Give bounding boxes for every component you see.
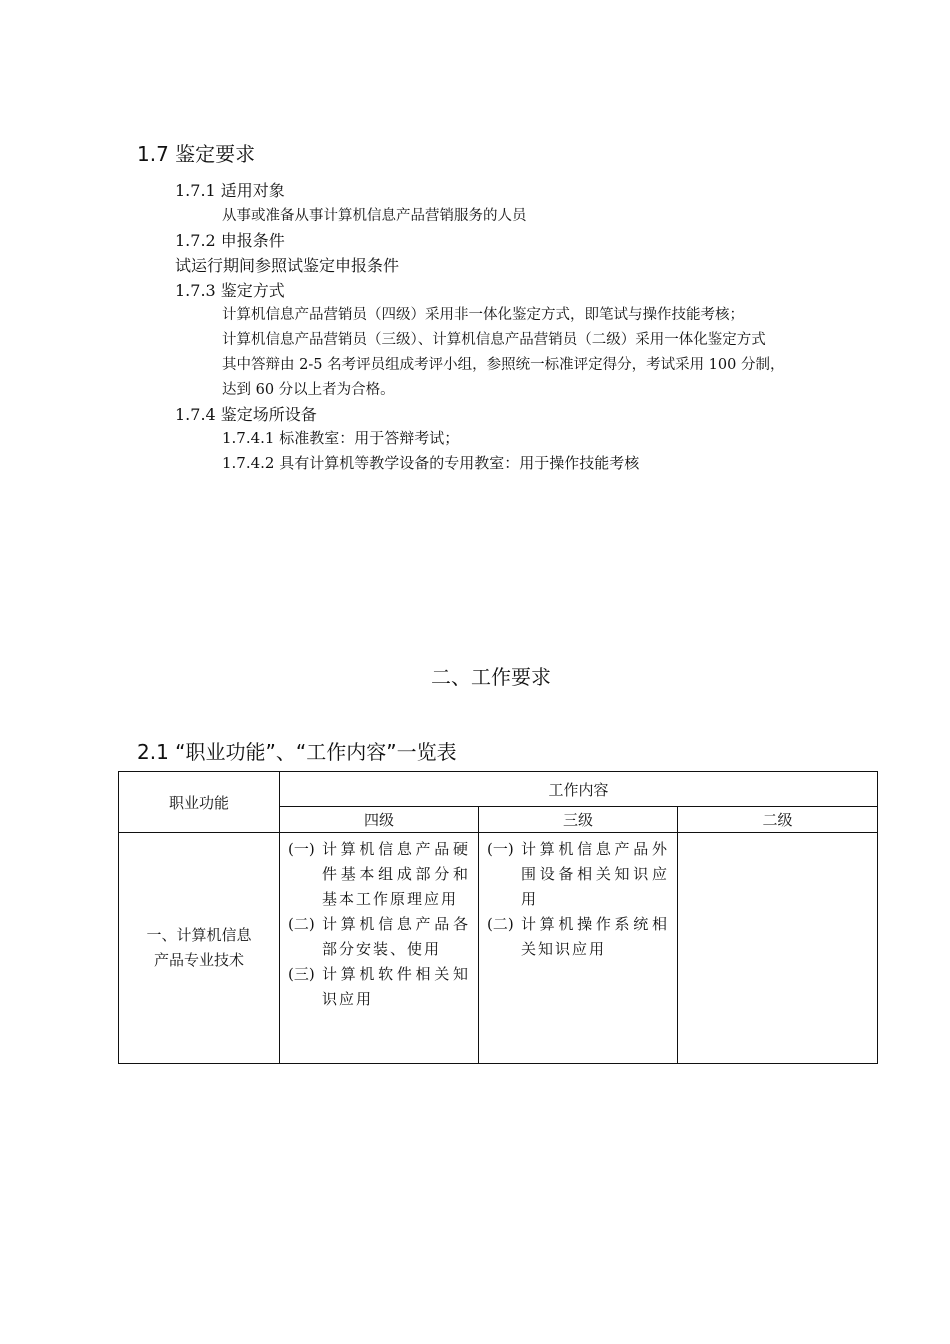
table-row: [119, 833, 878, 1064]
item-text: 计算机操作系统相关知识应用: [521, 915, 669, 958]
row-function-cell: [119, 833, 280, 1064]
item-text: 计算机信息产品硬件基本组成部分和基本工作原理应用: [322, 840, 470, 908]
part-2-heading: 二、工作要求: [431, 665, 551, 689]
item-text: 计算机信息产品各部分安装、使用: [322, 915, 470, 958]
paragraph-venue-2: 1.7.4.2 具有计算机等教学设备的专用教室：用于操作技能考核: [222, 454, 640, 472]
section-heading-2-1: 2.1 “职业功能”、“工作内容”一览表: [137, 740, 457, 764]
list-item: [288, 962, 470, 1012]
paragraph-applicable-persons: 从事或准备从事计算机信息产品营销服务的人员: [222, 208, 527, 224]
subsection-title-1-7-2: 1.7.2 申报条件: [175, 231, 285, 250]
header-level-3: 三级: [479, 807, 678, 833]
header-level-2: 二级: [678, 807, 878, 833]
list-item: [487, 837, 669, 912]
item-number: (一): [487, 840, 514, 858]
item-number: (二): [487, 915, 514, 933]
list-item: [288, 837, 470, 912]
header-level-4: 四级: [280, 807, 479, 833]
item-text: 计算机信息产品外围设备相关知识应用: [521, 840, 669, 908]
level-4-content-cell: [280, 833, 479, 1064]
paragraph-application-conditions: 试运行期间参照试鉴定申报条件: [175, 256, 400, 275]
paragraph-method-line-3: 其中答辩由 2-5 名考评员组成考评小组，参照统一标准评定得分，考试采用 100 分制，: [222, 357, 785, 373]
header-work-content: 工作内容: [280, 772, 878, 807]
item-text: 计算机软件相关知识应用: [322, 965, 470, 1008]
row-function-line-1: 一、计算机信息: [146, 926, 252, 944]
paragraph-method-line-2: 计算机信息产品营销员（三级）、计算机信息产品营销员（二级）采用一体化鉴定方式: [222, 332, 766, 348]
subsection-title-1-7-1: 1.7.1 适用对象: [175, 181, 285, 200]
level-3-content-cell: [479, 833, 678, 1064]
row-function-line-2: 产品专业技术: [153, 951, 244, 969]
section-heading-1-7: 1.7 鉴定要求: [137, 142, 256, 166]
list-item: [487, 912, 669, 962]
item-number: (二): [288, 915, 315, 933]
header-occupational-function: 职业功能: [119, 772, 280, 833]
work-content-table: [118, 771, 878, 1064]
level-2-content-cell: [678, 833, 878, 1064]
item-number: (三): [288, 965, 315, 983]
subsection-title-1-7-4: 1.7.4 鉴定场所设备: [175, 405, 317, 424]
paragraph-method-line-1: 计算机信息产品营销员（四级）采用非一体化鉴定方式，即笔试与操作技能考核；: [222, 307, 744, 323]
list-item: [288, 912, 470, 962]
paragraph-venue-1: 1.7.4.1 标准教室：用于答辩考试；: [222, 429, 460, 447]
subsection-title-1-7-3: 1.7.3 鉴定方式: [175, 281, 285, 300]
paragraph-method-line-4: 达到 60 分以上者为合格。: [222, 382, 395, 398]
item-number: (一): [288, 840, 315, 858]
